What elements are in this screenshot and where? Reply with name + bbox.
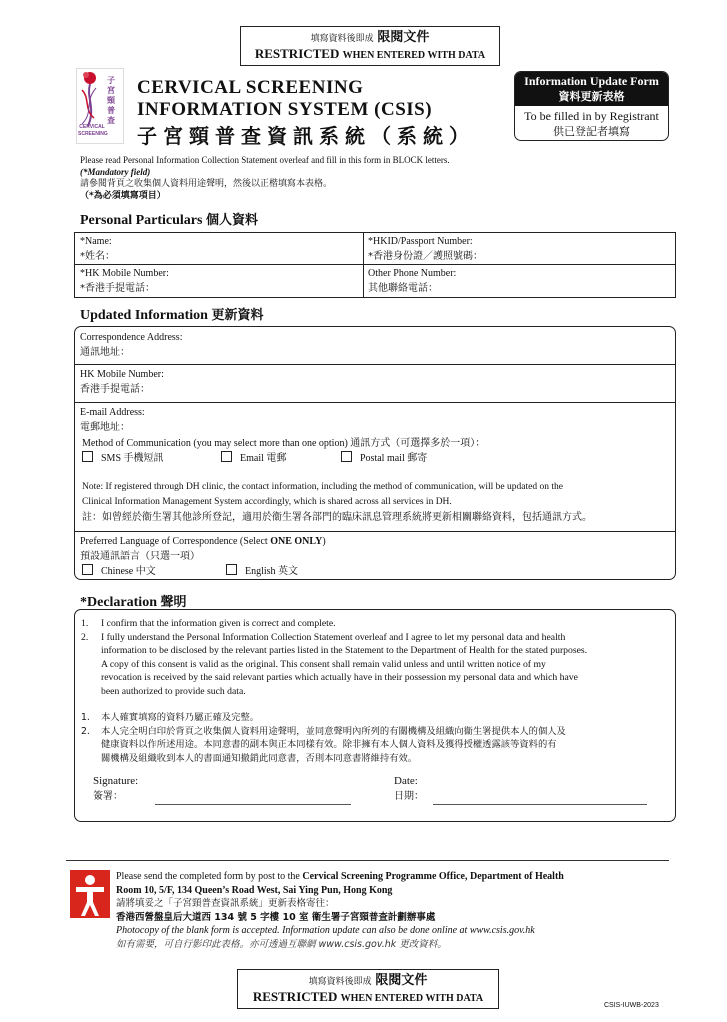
- signature-label: Signature: 簽署：: [93, 775, 139, 802]
- logo-zh: 子宮頸普查: [107, 76, 115, 125]
- english-checkbox[interactable]: [226, 564, 237, 575]
- mandatory-zh: （*為必須填寫項目）: [80, 191, 166, 201]
- restricted-bottom-zh-bold: 限閱文件: [375, 973, 428, 988]
- post-checkbox[interactable]: [341, 451, 352, 462]
- footer-text: Please send the completed form by post to the Cervical Screening Programme Office, Department of Health Room 10, 5/F, 134 Queen’s Road West, Sai Ying Pun, Hong Kong 請將填妥之「子宮頸普查資訊系統」更新表格寄往： 香港西營盤皇后大道西 134 號 5 字樓 10 室 衞生署子宮頸普查計劃辦事處 Photocopy of the blank form is accepted. Information update can also be done online at www.csis.gov.hk 如有需要，可自行影印此表格。亦可透過互聯網 www.csis.gov.hk 更改資料。: [116, 871, 564, 950]
- instructions-zh: 請參閱背頁之收集個人資料用途聲明，然後以正楷填寫本表格。: [80, 179, 333, 189]
- title-en-2: INFORMATION SYSTEM (CSIS): [137, 99, 433, 120]
- restricted-zh: 填寫資料後即成: [310, 34, 374, 44]
- method-label: Method of Communication (you may select more than one option) 通訊方式（可選擇多於一項）：: [82, 438, 486, 449]
- address-field[interactable]: Correspondence Address: 通訊地址：: [80, 332, 183, 358]
- restricted-en-small: WHEN ENTERED WITH DATA: [342, 50, 486, 61]
- restricted-notice-top: [240, 26, 500, 66]
- title-en-1: CERVICAL SCREENING: [137, 77, 364, 98]
- declaration-box: [74, 609, 676, 822]
- updated-heading: Updated Information 更新資料: [80, 308, 264, 323]
- restricted-zh-bold: 限閱文件: [377, 30, 430, 45]
- dh-logo-icon: [70, 870, 110, 918]
- method-post-option[interactable]: Postal mail 郵寄: [341, 451, 427, 466]
- form-fill-en: To be filled in by Registrant: [524, 109, 659, 123]
- personal-heading: Personal Particulars 個人資料: [80, 213, 258, 228]
- sms-checkbox[interactable]: [82, 451, 93, 462]
- chinese-checkbox[interactable]: [82, 564, 93, 575]
- declaration-heading: *Declaration 聲明: [80, 595, 187, 610]
- note: Note: If registered through DH clinic, the contact information, including the method of communication, will be updated on the Clinical Information Management System accordingly, which is shared across all services in DH. 註：如曾經於衞生署其他診所登記，適用於衞生署各部門的臨床訊息管理系統將更新相關聯絡資料，包括通訊方式。: [82, 482, 592, 523]
- mandatory-en: (*Mandatory field): [80, 167, 151, 177]
- mobile-field[interactable]: *HK Mobile Number: *香港手提電話：: [80, 268, 169, 294]
- updated-table: [74, 326, 676, 580]
- email-field[interactable]: E-mail Address: 電郵地址：: [80, 407, 145, 433]
- update-mobile-field[interactable]: HK Mobile Number: 香港手提電話：: [80, 369, 164, 395]
- form-fill-zh: 供已登記者填寫: [553, 125, 630, 138]
- logo-en: CERVICAL SCREENING: [78, 124, 108, 137]
- form-code: CSIS-IUWB-2023: [604, 1002, 659, 1009]
- date-label: Date: 日期：: [394, 775, 424, 802]
- restricted-bottom-en: RESTRICTED: [252, 989, 338, 1004]
- signature-line[interactable]: [155, 804, 351, 805]
- method-email-option[interactable]: Email 電郵: [221, 451, 286, 466]
- declaration-zh: 1. 本人確實填寫的資料乃屬正確及完整。 2. 本人完全明白印於背頁之收集個人資料用途聲明，並同意聲明內所列的有關機構及組織向衞生署提供本人的個人及 健康資料以作所述用途。本同意書的副本與正本同樣有效。除非擁有本人個人資料及獲得授權透露該等資料的有 關機構及組織收到本人的書面通知撤銷此同意書，否則本同意書將維持有效。: [81, 712, 566, 764]
- csis-logo: [76, 68, 124, 144]
- other-phone-field[interactable]: Other Phone Number: 其他聯絡電話：: [368, 268, 457, 294]
- form-title-zh: 資料更新表格: [558, 90, 625, 103]
- footer-divider: [66, 860, 669, 861]
- form-title-en: Information Update Form: [524, 74, 659, 88]
- name-field[interactable]: *Name: *姓名：: [80, 236, 115, 262]
- email-checkbox[interactable]: [221, 451, 232, 462]
- title-zh: 子宮頸普查資訊系統（系統）: [137, 124, 475, 148]
- declaration-en: 1. I confirm that the information given is correct and complete. 2. I fully understand the Personal Information Collection Statement overleaf and I agree to let my personal data and health information to be disclosed by the relevant parties listed in the Statement to the Department of Health for the stated purposes. A copy of this consent is valid as the original. This consent shall remain valid unless and until written notice of my revocation is received by the said relevant parties which actually have in their possession my personal data and which have been authorized to provide such data.: [81, 618, 588, 697]
- date-line[interactable]: [433, 804, 647, 805]
- instructions: [80, 154, 640, 202]
- personal-table: [74, 232, 676, 298]
- restricted-en: RESTRICTED: [254, 46, 340, 61]
- hkid-field[interactable]: *HKID/Passport Number: *香港身份證／護照號碼：: [368, 236, 483, 262]
- lang-english-option[interactable]: English 英文: [226, 564, 298, 579]
- restricted-notice-bottom: [237, 969, 499, 1009]
- method-sms-option[interactable]: SMS 手機短訊: [82, 451, 164, 466]
- form-type-box: [514, 71, 669, 141]
- instructions-en: Please read Personal Information Collection Statement overleaf and fill in this form in BLOCK letters.: [80, 155, 450, 165]
- lang-chinese-option[interactable]: Chinese 中文: [82, 564, 156, 579]
- language-label: Preferred Language of Correspondence (Select ONE ONLY) 預設通訊語言（只選一項）: [80, 536, 326, 562]
- restricted-bottom-zh: 填寫資料後即成: [308, 977, 372, 987]
- restricted-bottom-en-small: WHEN ENTERED WITH DATA: [340, 993, 484, 1004]
